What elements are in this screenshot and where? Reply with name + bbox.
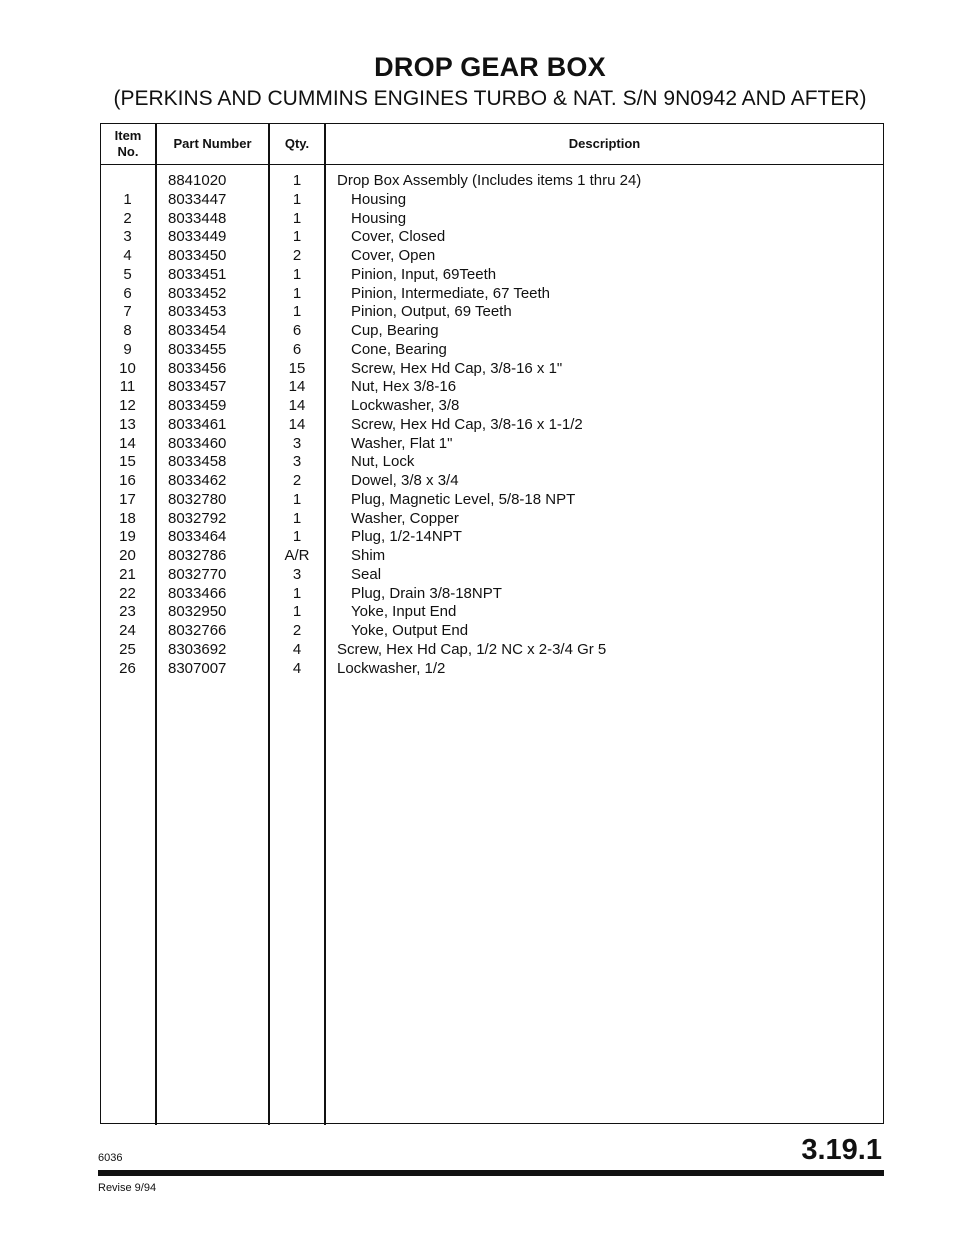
description: Yoke, Input End (351, 603, 457, 621)
description: Screw, Hex Hd Cap, 3/8-16 x 1" (351, 359, 563, 377)
item-number: 13 (119, 415, 136, 433)
item-number: 24 (119, 622, 136, 639)
part-number: 8032766 (168, 622, 227, 639)
table-row (101, 397, 883, 416)
section-number: 3.19.1 (801, 1134, 882, 1166)
part-number: 8033458 (168, 453, 227, 471)
part-number: 8841020 (168, 172, 227, 189)
item-number: 9 (123, 340, 132, 358)
document-number: 6036 (98, 1152, 123, 1164)
page-subtitle: (PERKINS AND CUMMINS ENGINES TURBO & NAT. S/N 9N0942 AND AFTER) (113, 87, 867, 110)
quantity: 2 (292, 247, 302, 264)
quantity: 1 (292, 528, 302, 546)
description: Lockwasher, 3/8 (351, 397, 460, 414)
part-number: 8033457 (168, 378, 227, 396)
item-number: 23 (119, 603, 136, 621)
description: Drop Box Assembly (Includes items 1 thru 24) (337, 172, 642, 189)
column-header-part-number: Part Number (173, 136, 252, 151)
item-number: 14 (119, 434, 136, 452)
quantity: 1 (292, 490, 302, 508)
parts-list (101, 172, 883, 678)
description: Pinion, Input, 69Teeth (351, 265, 497, 283)
table-row (101, 416, 883, 435)
description: Plug, Drain 3/8-18NPT (351, 584, 502, 602)
part-number: 8033462 (168, 472, 227, 489)
quantity: 1 (292, 509, 302, 527)
table-row (101, 622, 883, 641)
part-number: 8033460 (168, 434, 227, 452)
description: Washer, Flat 1" (351, 434, 453, 452)
description: Plug, Magnetic Level, 5/8-18 NPT (351, 490, 576, 508)
table-row (101, 285, 883, 304)
part-number: 8032780 (168, 490, 227, 508)
quantity: 1 (292, 584, 302, 602)
quantity: 2 (292, 472, 302, 489)
part-number: 8033455 (168, 340, 227, 358)
quantity: 1 (292, 228, 302, 246)
item-number: 12 (119, 397, 136, 414)
footer-rule (98, 1170, 884, 1176)
part-number: 8307007 (168, 659, 227, 677)
description: Housing (351, 190, 407, 208)
description: Housing (351, 209, 407, 227)
part-number: 8033454 (168, 322, 227, 339)
item-number: 6 (123, 284, 132, 302)
quantity: 1 (292, 190, 302, 208)
column-header-item (101, 124, 155, 164)
table-row (101, 510, 883, 529)
table-row (101, 566, 883, 585)
item-number: 10 (119, 359, 136, 377)
quantity: 1 (292, 284, 302, 302)
quantity: 14 (288, 397, 306, 414)
description: Lockwasher, 1/2 (337, 659, 446, 677)
item-number: 11 (119, 378, 136, 396)
table-row (101, 603, 883, 622)
column-header-item-line2: No. (117, 144, 139, 159)
table-row (101, 547, 883, 566)
table-row (101, 228, 883, 247)
description: Cup, Bearing (351, 322, 439, 339)
part-number: 8033449 (168, 228, 227, 246)
part-number: 8303692 (168, 640, 227, 658)
quantity: 2 (292, 622, 302, 639)
description: Cone, Bearing (351, 340, 447, 358)
quantity: 14 (288, 415, 306, 433)
parts-table (100, 123, 884, 1124)
description: Dowel, 3/8 x 3/4 (351, 472, 459, 489)
header-divider (101, 164, 883, 165)
part-number: 8033450 (168, 247, 227, 264)
table-row (101, 341, 883, 360)
quantity: A/R (284, 547, 310, 564)
description: Washer, Copper (351, 509, 459, 527)
item-number: 17 (119, 490, 136, 508)
part-number: 8033461 (168, 415, 227, 433)
revision-note: Revise 9/94 (98, 1182, 157, 1194)
table-row (101, 641, 883, 660)
quantity: 3 (292, 453, 302, 471)
part-number: 8032792 (168, 509, 227, 527)
table-row (101, 453, 883, 472)
table-row (101, 322, 883, 341)
part-number: 8032786 (168, 547, 227, 564)
page-title: DROP GEAR BOX (374, 52, 606, 82)
item-number: 5 (123, 265, 132, 283)
part-number: 8033456 (168, 359, 227, 377)
item-number: 22 (119, 584, 136, 602)
part-number: 8032770 (168, 565, 227, 583)
quantity: 3 (292, 565, 302, 583)
description: Screw, Hex Hd Cap, 1/2 NC x 2-3/4 Gr 5 (337, 640, 607, 658)
quantity: 4 (292, 659, 302, 677)
column-header-qty: Qty. (284, 136, 310, 151)
column-header-item-line1: Item (114, 128, 142, 143)
quantity: 1 (292, 209, 302, 227)
table-row (101, 247, 883, 266)
item-number: 3 (123, 228, 132, 246)
item-number: 2 (123, 209, 132, 227)
table-row (101, 491, 883, 510)
quantity: 6 (292, 322, 302, 339)
item-number: 1 (123, 190, 132, 208)
part-number: 8033452 (168, 284, 227, 302)
table-row (101, 303, 883, 322)
description: Screw, Hex Hd Cap, 3/8-16 x 1-1/2 (351, 415, 583, 433)
part-number: 8033459 (168, 397, 227, 414)
description: Yoke, Output End (351, 622, 469, 639)
table-row (101, 266, 883, 285)
quantity: 1 (292, 265, 302, 283)
part-number: 8033466 (168, 584, 227, 602)
item-number: 26 (119, 659, 136, 677)
description: Cover, Closed (351, 228, 446, 246)
item-number: 8 (123, 322, 132, 339)
quantity: 15 (288, 359, 306, 377)
table-row (101, 660, 883, 679)
part-number: 8033447 (168, 190, 227, 208)
item-number: 25 (119, 640, 136, 658)
quantity: 1 (292, 603, 302, 621)
description: Nut, Hex 3/8-16 (351, 378, 457, 396)
description: Cover, Open (351, 247, 436, 264)
table-row (101, 528, 883, 547)
item-number: 16 (119, 472, 136, 489)
description: Shim (351, 547, 386, 564)
description: Nut, Lock (351, 453, 415, 471)
description: Plug, 1/2-14NPT (351, 528, 462, 546)
quantity: 1 (292, 172, 302, 189)
part-number: 8033451 (168, 265, 227, 283)
item-number: 21 (119, 565, 136, 583)
table-row (101, 191, 883, 210)
description: Seal (351, 565, 382, 583)
table-row (101, 435, 883, 454)
item-number: 18 (119, 509, 136, 527)
table-row (101, 360, 883, 379)
description: Pinion, Output, 69 Teeth (351, 303, 512, 321)
part-number: 8033464 (168, 528, 227, 546)
table-row (101, 585, 883, 604)
column-header-description: Description (568, 136, 641, 151)
table-row (101, 172, 883, 191)
quantity: 14 (288, 378, 306, 396)
item-number: 19 (119, 528, 136, 546)
quantity: 6 (292, 340, 302, 358)
table-row (101, 378, 883, 397)
item-number: 15 (119, 453, 136, 471)
item-number: 20 (119, 547, 136, 564)
table-row (101, 472, 883, 491)
item-number: 7 (123, 303, 132, 321)
part-number: 8033453 (168, 303, 227, 321)
item-number: 4 (123, 247, 132, 264)
part-number: 8033448 (168, 209, 227, 227)
description: Pinion, Intermediate, 67 Teeth (351, 284, 551, 302)
quantity: 1 (292, 303, 302, 321)
quantity: 3 (292, 434, 302, 452)
quantity: 4 (292, 640, 302, 658)
part-number: 8032950 (168, 603, 227, 621)
table-row (101, 210, 883, 229)
